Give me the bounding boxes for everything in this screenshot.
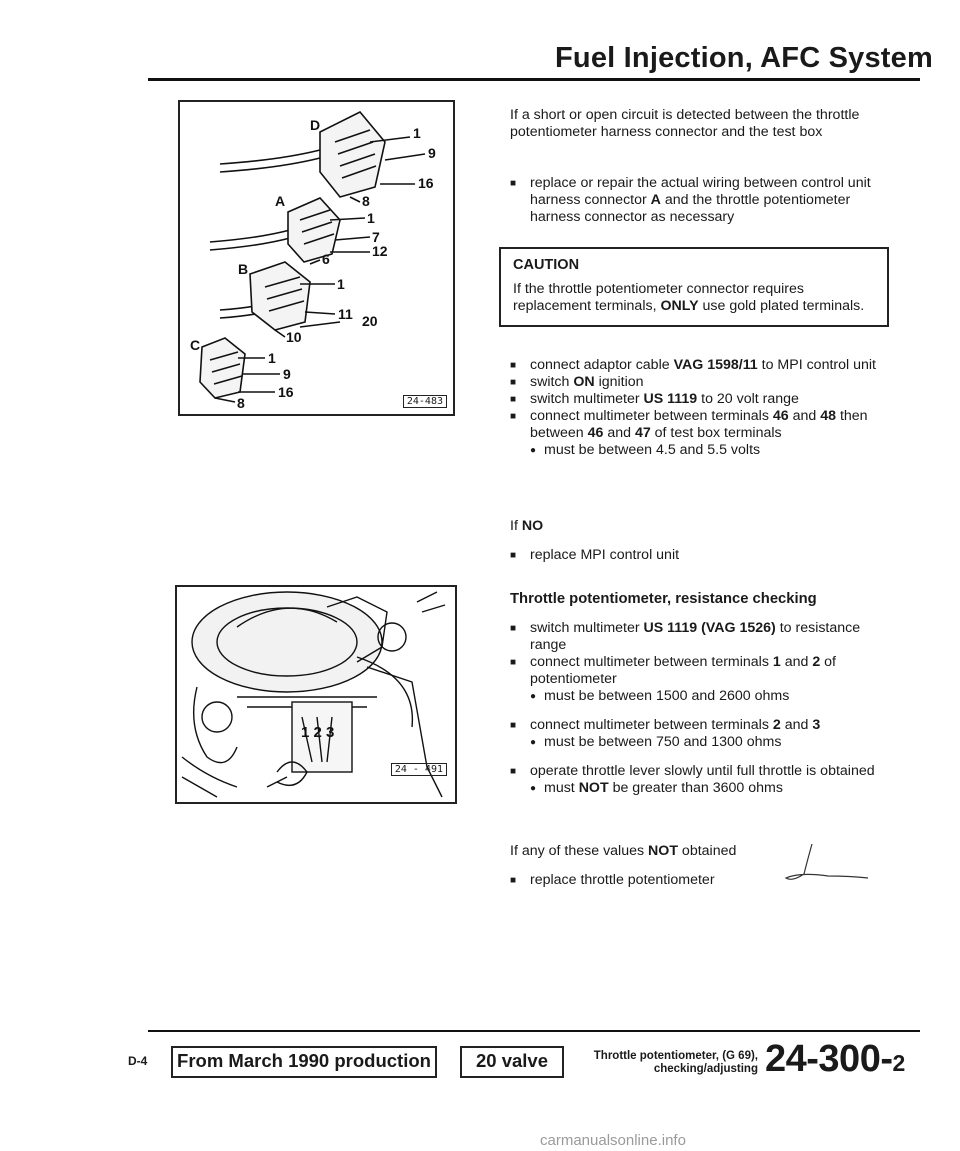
intro-text: If a short or open circuit is detected between the throttle potentiometer harness connector and the test box <box>510 107 860 140</box>
label-D: D <box>310 117 321 133</box>
label-b-11: 11 <box>338 306 353 322</box>
repair-wiring-bullet: ■ replace or repair the actual wiring between control unit harness connector A and the throttle potentiometer harness connector as necessary <box>510 175 895 226</box>
resistance-heading: Throttle potentiometer, resistance checking <box>510 591 817 607</box>
spec-750-1300: ● must be between 750 and 1300 ohms <box>530 734 895 751</box>
page-code: 24-300-2 <box>765 1038 905 1080</box>
resistance-step-throttle-lever: ■ operate throttle lever slowly until full throttle is obtained <box>510 763 895 780</box>
intro-bullet <box>510 175 895 226</box>
watermark: carmanualsonline.info <box>540 1132 686 1149</box>
label-B: B <box>238 261 249 277</box>
resistance-step-terminals-1-2: ■ connect multimeter between terminals 1 and 2 of potentiometer <box>510 654 895 688</box>
if-no-section <box>510 518 890 564</box>
caution-title: CAUTION <box>513 257 580 273</box>
label-c-9: 9 <box>283 366 291 382</box>
terminal-numbers-label: 1 2 3 <box>301 724 335 741</box>
intro-section <box>510 107 885 141</box>
label-d-1: 1 <box>413 125 421 141</box>
connector-diagram-figure <box>178 100 455 416</box>
label-d-16: 16 <box>418 175 434 191</box>
replace-control-unit-bullet: ■ replace MPI control unit <box>510 547 890 564</box>
step-connect-adaptor: ■ connect adaptor cable VAG 1598/11 to MPI control unit <box>510 357 890 374</box>
label-b-10: 10 <box>286 329 302 345</box>
final-condition-text: If any of these values NOT obtained <box>510 843 737 859</box>
step-switch-ignition: ■ switch ON ignition <box>510 374 890 391</box>
page-title: Fuel Injection, AFC System <box>555 42 933 74</box>
figure-ref-top: 24-483 <box>403 395 447 408</box>
throttle-body-figure <box>175 585 457 804</box>
connector-diagram <box>180 102 453 414</box>
label-d-8: 8 <box>362 193 370 209</box>
resistance-step-terminals-2-3: ■ connect multimeter between terminals 2 and 3 <box>510 717 895 734</box>
spec-max-3600: ● must NOT be greater than 3600 ohms <box>530 780 895 797</box>
label-a-6: 6 <box>322 251 330 267</box>
label-a-12: 12 <box>372 243 388 259</box>
handwritten-check-mark <box>770 838 890 888</box>
doc-tag: D-4 <box>128 1054 148 1068</box>
label-c-16: 16 <box>278 384 294 400</box>
replace-potentiometer-bullet: ■ replace throttle potentiometer <box>510 872 890 889</box>
caution-text: If the throttle potentiometer connector requires replacement terminals, ONLY use gold plated terminals. <box>513 281 865 314</box>
footer-description: Throttle potentiometer, (G 69), checking/adjusting <box>593 1050 758 1075</box>
label-b-1: 1 <box>337 276 345 292</box>
label-d-9: 9 <box>428 145 436 161</box>
step-connect-terminals: ■ connect multimeter between terminals 46 and 48 then between 46 and 47 of test box terminals <box>510 408 890 442</box>
voltage-spec: ● must be between 4.5 and 5.5 volts <box>530 442 890 459</box>
label-c-1: 1 <box>268 350 276 366</box>
label-c-8: 8 <box>237 395 245 411</box>
label-A: A <box>275 193 286 209</box>
step-multimeter-range: ■ switch multimeter US 1119 to 20 volt range <box>510 391 890 408</box>
figure-ref-bottom: 24 - 491 <box>391 763 447 776</box>
if-no-label: If NO <box>510 518 544 534</box>
label-C: C <box>190 337 201 353</box>
label-b-20: 20 <box>362 313 378 329</box>
header-divider <box>148 78 920 81</box>
test-steps <box>510 357 890 459</box>
valve-badge: 20 valve <box>460 1046 564 1078</box>
footer-divider <box>148 1030 920 1032</box>
label-a-7: 7 <box>372 229 380 245</box>
resistance-step-range: ■ switch multimeter US 1119 (VAG 1526) to resistance range <box>510 620 895 654</box>
resistance-section <box>510 591 895 797</box>
label-a-1: 1 <box>367 210 375 226</box>
spec-1500-2600: ● must be between 1500 and 2600 ohms <box>530 688 895 705</box>
caution-box <box>499 247 889 327</box>
production-badge: From March 1990 production <box>171 1046 437 1078</box>
